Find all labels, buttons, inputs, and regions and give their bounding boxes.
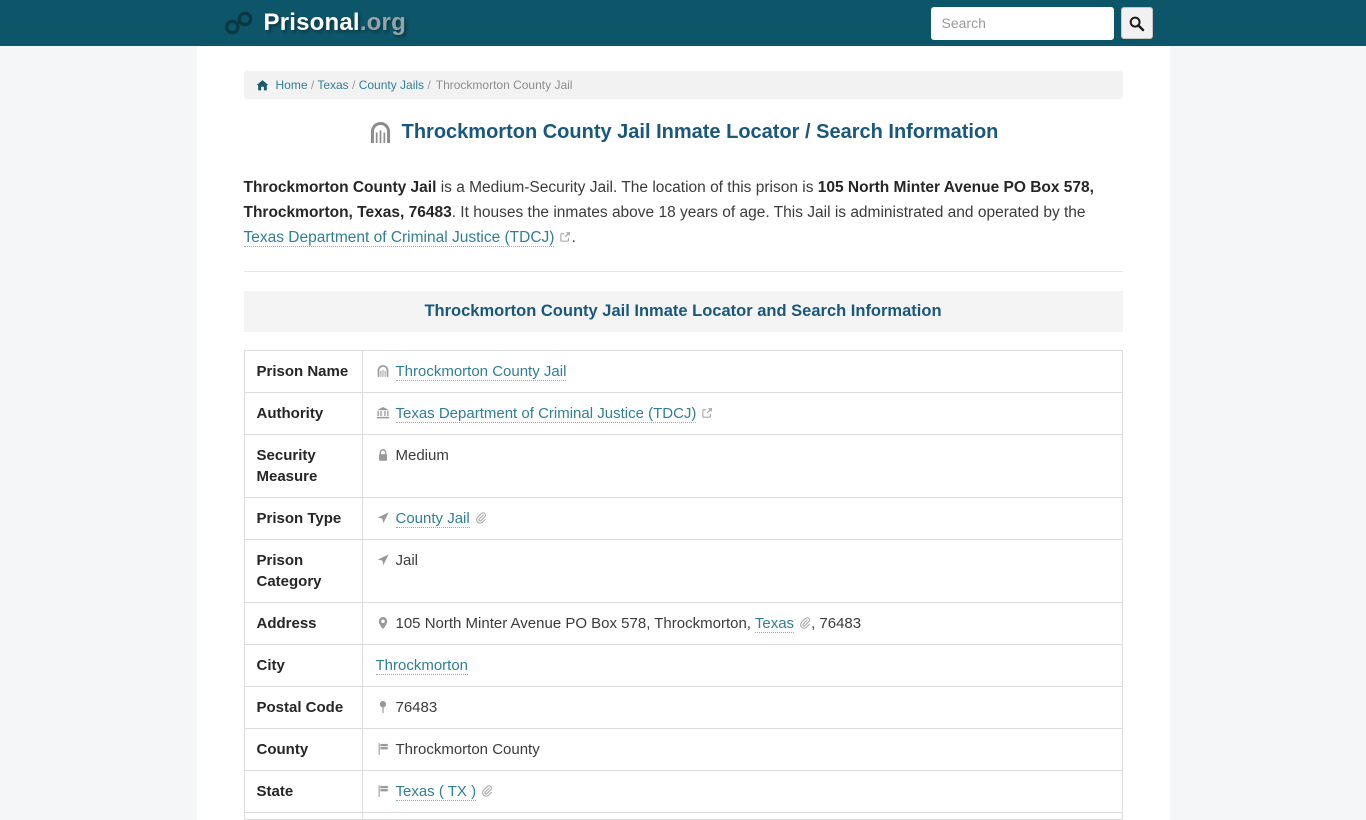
row-link[interactable]: Throckmorton (375, 657, 469, 674)
header-container (197, 0, 1170, 46)
row-text: Medium (395, 447, 449, 464)
table-row-clipped (245, 813, 1122, 819)
search-input[interactable] (931, 7, 1114, 40)
handcuffs-icon (223, 11, 255, 35)
search-icon (1128, 15, 1145, 32)
table-row (245, 435, 1122, 498)
row-value (362, 540, 1122, 602)
breadcrumb-link-texas[interactable]: Texas (317, 78, 349, 92)
bank-icon (376, 406, 390, 420)
row-link[interactable]: Throckmorton County Jail (395, 363, 567, 380)
table-row (245, 771, 1122, 813)
map-marker-icon (376, 616, 390, 630)
table-row (245, 687, 1122, 729)
row-value (362, 498, 1122, 539)
row-text: Jail (395, 552, 419, 569)
row-text: , 76483 (811, 615, 862, 632)
row-value (362, 687, 1122, 728)
table-row (245, 540, 1122, 603)
row-value (362, 729, 1122, 770)
table-row (245, 729, 1122, 771)
breadcrumb-separator: / (424, 78, 431, 92)
top-navbar (0, 0, 1366, 46)
location-arrow-icon (376, 511, 390, 525)
row-link[interactable]: Texas (754, 615, 795, 632)
row-value (362, 771, 1122, 812)
row-label: Address (256, 615, 317, 632)
page-title-wrap (244, 120, 1123, 145)
row-link[interactable]: County Jail (395, 510, 470, 527)
paperclip-icon (475, 512, 487, 524)
lock-icon (376, 448, 390, 462)
table-row (245, 645, 1122, 687)
map-pin-icon (376, 700, 390, 714)
paperclip-icon (799, 617, 811, 629)
row-label: Security Measure (256, 447, 318, 485)
row-text: 105 North Minter Avenue PO Box 578, Throckmorton, (395, 615, 755, 632)
breadcrumb-link-home[interactable]: Home (275, 78, 308, 92)
table-row (245, 603, 1122, 645)
intro-paragraph (244, 175, 1123, 250)
search-button[interactable] (1121, 7, 1153, 39)
search-area (931, 7, 1153, 40)
flag-icon (376, 784, 390, 798)
row-label (245, 813, 362, 819)
jail-icon (368, 120, 393, 145)
row-label: Prison Category (256, 552, 322, 590)
row-label: City (256, 657, 285, 674)
row-label: County (256, 741, 309, 758)
paperclip-icon (481, 785, 493, 797)
breadcrumb-separator: / (307, 78, 318, 92)
breadcrumb-separator: / (348, 78, 359, 92)
brand-name: Prisonal.org (263, 9, 406, 36)
intro-seg1: is a Medium-Security Jail. The location of this prison is (436, 179, 818, 196)
home-icon (256, 79, 269, 92)
row-link[interactable]: Texas Department of Criminal Justice (TDCJ) (395, 405, 697, 422)
breadcrumb-current: Throckmorton County Jail (435, 78, 573, 92)
details-table (244, 350, 1123, 820)
breadcrumb (244, 71, 1123, 99)
breadcrumb-link-county-jails[interactable]: County Jails (358, 78, 425, 92)
intro-address: 105 North Minter Avenue PO Box 578, Throckmorton, Texas, 76483 (243, 179, 1094, 221)
row-text: Throckmorton County (395, 741, 540, 758)
row-label: Authority (256, 405, 324, 422)
intro-seg3: . (571, 229, 576, 246)
row-value (362, 351, 1122, 392)
site-logo[interactable] (223, 9, 406, 37)
row-value (362, 645, 1122, 686)
row-link[interactable]: Texas ( TX ) (395, 783, 477, 800)
row-label: Postal Code (256, 699, 344, 716)
intro-jail-name: Throckmorton County Jail (243, 179, 437, 196)
authority-link[interactable]: Texas Department of Criminal Justice (TDCJ) (243, 229, 555, 246)
external-link-icon (559, 231, 571, 243)
intro-seg2: . It houses the inmates above 18 years of age. This Jail is administrated and operated by the (451, 204, 1086, 221)
row-value (362, 603, 1122, 644)
table-row (245, 393, 1122, 435)
location-arrow-icon (376, 553, 390, 567)
jail-icon (376, 364, 390, 378)
row-label: State (256, 783, 294, 800)
row-value (362, 393, 1122, 434)
page-title: Throckmorton County Jail Inmate Locator / Search Information (401, 121, 999, 143)
row-value (362, 435, 1122, 497)
table-row (245, 498, 1122, 540)
row-text: 76483 (395, 699, 438, 716)
breadcrumb-links (276, 78, 431, 92)
row-label: Prison Type (256, 510, 342, 527)
flag-icon (376, 742, 390, 756)
table-row (245, 351, 1122, 393)
row-label: Prison Name (256, 363, 349, 380)
brand-tld: .org (359, 9, 406, 36)
section-heading: Throckmorton County Jail Inmate Locator and Search Information (244, 291, 1123, 332)
row-value (362, 813, 1122, 819)
main-content (197, 46, 1170, 820)
divider (244, 271, 1123, 272)
external-link-icon (701, 407, 713, 419)
